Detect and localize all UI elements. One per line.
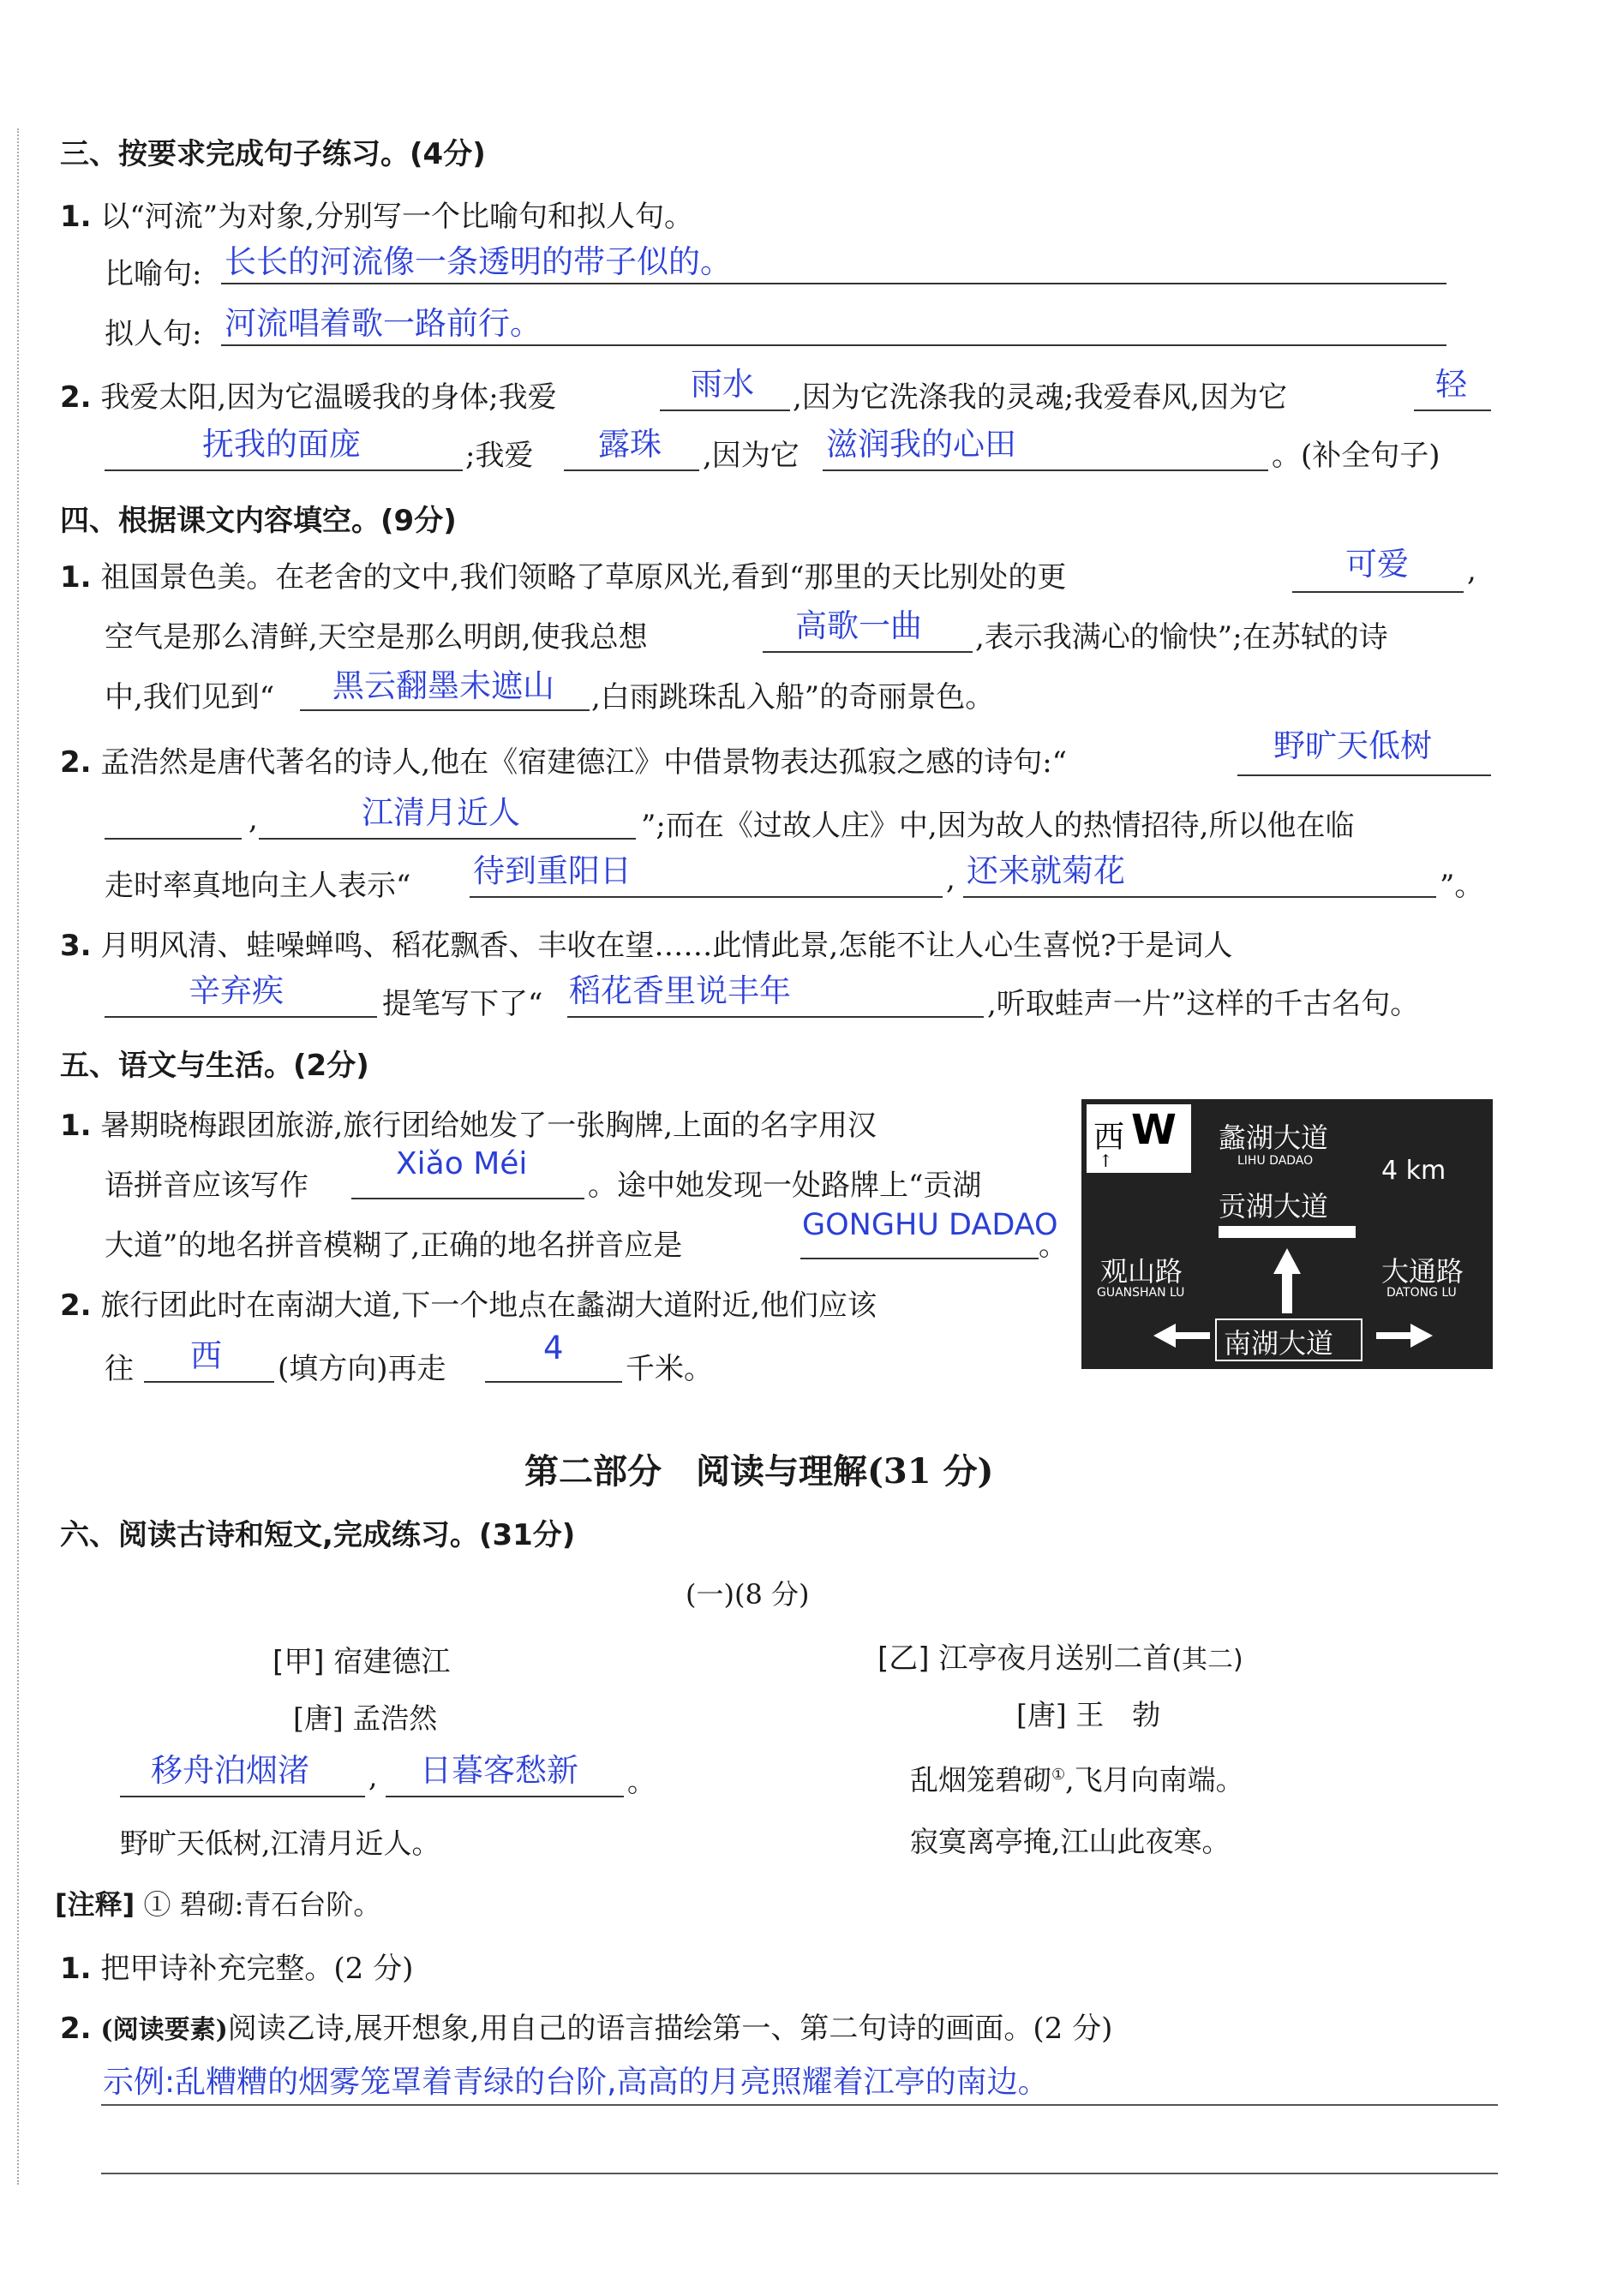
answer-rice: 稻花香里说丰年 xyxy=(569,972,791,1009)
s3-q2-t5: 。(补全句子) xyxy=(1272,439,1440,473)
personification-line[interactable] xyxy=(221,344,1446,346)
answer-name-pinyin: Xiǎo Méi xyxy=(396,1146,528,1181)
section-4-title: 四、根据课文内容填空。(9分) xyxy=(60,504,457,538)
blank-name-pinyin[interactable] xyxy=(351,1198,584,1199)
poem-a-period: 。 xyxy=(627,1765,656,1798)
s4-q3-t2: 提笔写下了“ xyxy=(382,987,543,1021)
north-arrow-icon: ↑ xyxy=(1099,1151,1113,1171)
s3-q1-text: 1. 以“河流”为对象,分别写一个比喻句和拟人句。 xyxy=(60,200,693,234)
poem-a-comma: , xyxy=(368,1760,378,1793)
guanshan-pinyin: GUANSHAN LU xyxy=(1097,1286,1185,1300)
personification-answer: 河流唱着歌一路前行。 xyxy=(225,305,542,342)
answer-line-1[interactable] xyxy=(101,2104,1498,2106)
blank-distance[interactable] xyxy=(485,1381,622,1383)
w-label: W xyxy=(1131,1106,1177,1154)
poem-b-line2: 寂寞离亭掩,江山此夜寒。 xyxy=(910,1825,1231,1858)
s4-q2-line3a: 走时率真地向主人表示“ xyxy=(105,869,411,903)
answer-road-pinyin: GONGHU DADAO xyxy=(802,1208,1058,1242)
s4-q2-line1: 2. 孟浩然是唐代著名的诗人,他在《宿建德江》中借景物表达孤寂之感的诗句:“ xyxy=(60,745,1068,780)
blank-rice[interactable] xyxy=(567,1016,984,1018)
answer-dew: 露珠 xyxy=(598,426,662,463)
poem-a-author: [唐] 孟浩然 xyxy=(293,1701,438,1735)
sub-section-1: (一)(8 分) xyxy=(686,1578,810,1611)
poem-b-author: [唐] 王 勃 xyxy=(1016,1698,1161,1731)
answer-direction: 西 xyxy=(190,1337,222,1374)
answer-poet: 辛弃疾 xyxy=(189,972,284,1009)
blank-double9[interactable] xyxy=(470,896,943,898)
answer-distance: 4 xyxy=(543,1330,564,1366)
s5-q1-line3a: 大道”的地名拼音模糊了,正确的地名拼音应是 xyxy=(105,1229,683,1263)
personification-label: 拟人句: xyxy=(105,317,202,351)
simile-line[interactable] xyxy=(221,283,1446,284)
answer-chrysanthemum: 还来就菊花 xyxy=(967,852,1125,889)
answer-gentle: 轻 xyxy=(1435,366,1467,403)
s5-q2-line2a: 往 xyxy=(105,1352,134,1386)
blank-chrysanthemum[interactable] xyxy=(963,896,1436,898)
blank-stroke[interactable] xyxy=(105,469,463,471)
simile-label: 比喻句: xyxy=(105,257,202,291)
lihu-road: 蠡湖大道 xyxy=(1219,1121,1329,1154)
blank-rain[interactable] xyxy=(660,410,790,411)
s5-q2-line1: 2. 旅行团此时在南湖大道,下一个地点在蠡湖大道附近,他们应该 xyxy=(60,1289,877,1323)
blank-clouds[interactable] xyxy=(300,709,590,711)
s4-q2-comma: , xyxy=(249,802,258,836)
poem-b-line1: 乱烟笼碧砌①,飞月向南端。 xyxy=(910,1763,1244,1797)
blank-wild[interactable] xyxy=(1237,774,1491,776)
answer-poem-a2: 日暮客愁新 xyxy=(420,1752,578,1789)
answer-clouds: 黑云翻墨未遮山 xyxy=(332,667,554,704)
poem-b-title: [乙] 江亭夜月送别二首(其二) xyxy=(877,1641,1243,1676)
datong-road: 大通路 xyxy=(1381,1255,1464,1288)
s4-q3-line1: 3. 月明风清、蛙噪蝉鸣、稻花飘香、丰收在望……此情此景,怎能不让人心生喜悦?于是词人 xyxy=(60,929,1233,963)
section-3-title: 三、按要求完成句子练习。(4分) xyxy=(60,137,486,171)
answer-nourish: 滋润我的心田 xyxy=(826,426,1016,463)
s3-q2-t4: ,因为它 xyxy=(703,439,800,473)
section-6-title: 六、阅读古诗和短文,完成练习。(31分) xyxy=(60,1518,576,1552)
s6-q2: 2. (阅读要素)阅读乙诗,展开想象,用自己的语言描绘第一、第二句诗的画面。(2 分) xyxy=(60,2012,1113,2046)
section-5-title: 五、语文与生活。(2分) xyxy=(60,1049,369,1083)
simile-answer: 长长的河流像一条透明的带子似的。 xyxy=(225,243,732,280)
s5-q1-line2a: 语拼音应该写作 xyxy=(105,1169,308,1203)
blank-poem-a1[interactable] xyxy=(120,1796,365,1797)
s3-q2-line1: 2. 我爱太阳,因为它温暖我的身体;我爱 xyxy=(60,380,557,415)
s3-q2-line1b: ,因为它洗涤我的灵魂;我爱春风,因为它 xyxy=(793,380,1288,415)
road-sign xyxy=(1081,1099,1493,1369)
datong-pinyin: DATONG LU xyxy=(1386,1286,1457,1300)
lihu-pinyin: LIHU DADAO xyxy=(1237,1154,1314,1168)
blank-nourish[interactable] xyxy=(823,469,1268,471)
blank-river[interactable] xyxy=(259,838,636,840)
s4-q1-line3a: 中,我们见到“ xyxy=(105,680,275,715)
s4-q1-line2: 空气是那么清鲜,天空是那么明朗,使我总想 xyxy=(105,620,648,655)
s4-q1-line3b: ,白雨跳珠乱入船”的奇丽景色。 xyxy=(591,680,995,715)
guanshan-road: 观山路 xyxy=(1100,1255,1183,1288)
answer-wild: 野旷天低树 xyxy=(1273,727,1432,764)
blank-sing[interactable] xyxy=(763,651,973,653)
nanhu-box xyxy=(1215,1318,1362,1361)
poem-a-title: [甲] 宿建德江 xyxy=(272,1645,451,1679)
s6-q1: 1. 把甲诗补充完整。(2 分) xyxy=(60,1952,414,1986)
answer-poem-a1: 移舟泊烟渚 xyxy=(151,1752,309,1789)
answer-rain: 雨水 xyxy=(691,366,754,403)
answer-stroke: 抚我的面庞 xyxy=(202,426,361,463)
s4-q3-t3: ,听取蛙声一片”这样的千古名句。 xyxy=(987,987,1420,1021)
s4-q1-line2b: ,表示我满心的愉快”;在苏轼的诗 xyxy=(975,620,1388,655)
answer-river: 江清月近人 xyxy=(362,794,520,831)
s5-q2-line2b: (填方向)再走 xyxy=(278,1352,446,1386)
blank-dew[interactable] xyxy=(564,469,699,471)
s6-q2-answer: 示例:乱糟糟的烟雾笼罩着青绿的台阶,高高的月亮照耀着江亭的南边。 xyxy=(103,2065,1049,2100)
west-label: 西 xyxy=(1093,1120,1125,1155)
blank-poet[interactable] xyxy=(105,1016,377,1018)
answer-lovely: 可爱 xyxy=(1345,546,1409,583)
blank-lovely[interactable] xyxy=(1292,591,1464,593)
blank-gentle[interactable] xyxy=(1414,410,1491,411)
blank-poem-a2[interactable] xyxy=(386,1796,624,1797)
answer-line-2[interactable] xyxy=(101,2173,1498,2174)
s5-q2-end: 千米。 xyxy=(626,1352,713,1386)
s5-q1-line1: 1. 暑期晓梅跟团旅游,旅行团给她发了一张胸牌,上面的名字用汉 xyxy=(60,1109,877,1143)
s5-q1-end: 。 xyxy=(1039,1229,1068,1263)
s4-q2-comma2: , xyxy=(946,862,955,896)
annotation: [注释] ① 碧砌:青石台阶。 xyxy=(55,1888,381,1921)
answer-sing: 高歌一曲 xyxy=(795,607,922,644)
s4-q2-line2b: ”;而在《过故人庄》中,因为故人的热情招待,所以他在临 xyxy=(641,809,1355,843)
s4-q2-end: ”。 xyxy=(1440,869,1484,903)
blank-wild-cont[interactable] xyxy=(105,838,242,840)
s4-q1-line1: 1. 祖国景色美。在老舍的文中,我们领略了草原风光,看到“那里的天比别处的更 xyxy=(60,560,1067,595)
poem-a-line2: 野旷天低树,江清月近人。 xyxy=(120,1827,440,1860)
gonghu-road: 贡湖大道 xyxy=(1219,1190,1329,1223)
s4-q1-comma: , xyxy=(1467,553,1476,588)
blank-direction[interactable] xyxy=(144,1381,274,1383)
distance-label: 4 km xyxy=(1381,1156,1446,1186)
binding-margin xyxy=(17,129,19,2185)
blank-road-pinyin[interactable] xyxy=(800,1258,1039,1259)
answer-double9: 待到重阳日 xyxy=(473,852,632,889)
part2-title: 第二部分 阅读与理解(31 分) xyxy=(524,1451,994,1492)
s5-q1-line2b: 。途中她发现一处路牌上“贡湖 xyxy=(588,1169,982,1203)
nanhu-road: 南湖大道 xyxy=(1224,1327,1334,1360)
s3-q2-t3: ;我爱 xyxy=(465,439,534,473)
